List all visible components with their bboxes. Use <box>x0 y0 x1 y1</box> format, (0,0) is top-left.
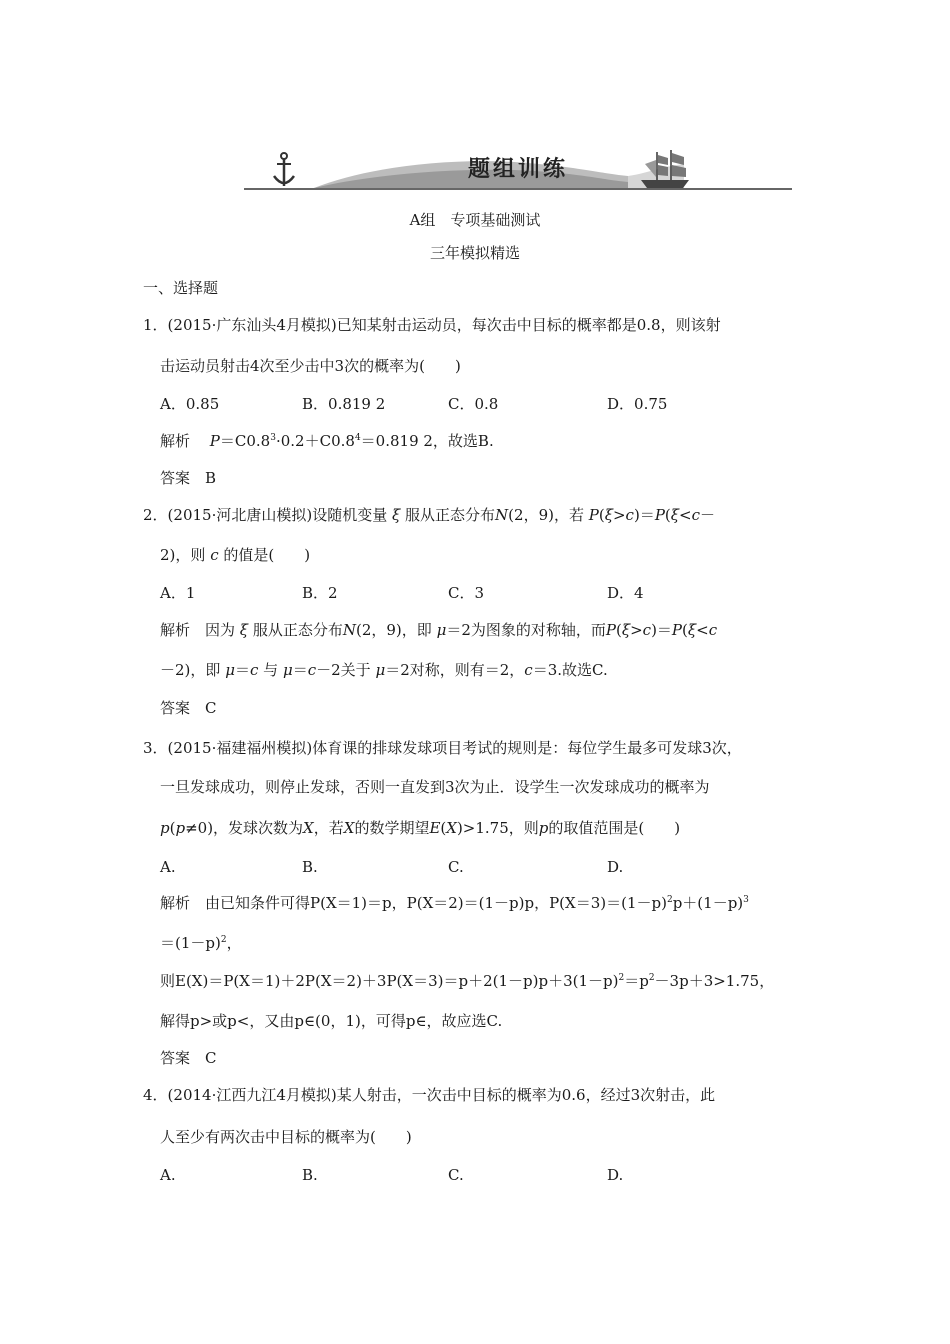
group-heading: A组 专项基础测试 <box>409 211 541 229</box>
q3-stem-line1: 3．(2015·福建福州模拟)体育课的排球发球项目考试的规则是：每位学生最多可发球3次， <box>143 739 742 757</box>
section-title: 一、选择题 <box>143 279 219 297</box>
q4-option-c: C. <box>448 1166 464 1184</box>
q1-option-b: B．0.819 2 <box>302 395 386 413</box>
q2-solution-line1: 解析 因为 ξ 服从正态分布N(2，9)，即 μ＝2为图象的对称轴，而P(ξ>c)＝P(ξ<c <box>160 621 718 639</box>
q3-option-c: C. <box>448 858 464 876</box>
q1-option-c: C．0.8 <box>448 395 499 413</box>
q4-stem-line2: 人至少有两次击中目标的概率为( ) <box>160 1128 412 1146</box>
q3-solution-line4: 解得p>或p<，又由p∈(0，1)，可得p∈，故应选C. <box>160 1012 503 1030</box>
q2-option-c: C．3 <box>448 584 485 602</box>
q4-option-b: B. <box>302 1166 318 1184</box>
q1-option-d: D．0.75 <box>607 395 668 413</box>
q4-stem-line1: 4．(2014·江西九江4月模拟)某人射击，一次击中目标的概率为0.6，经过3次射击，此 <box>143 1086 716 1104</box>
subheading: 三年模拟精选 <box>429 244 520 262</box>
q2-option-d: D．4 <box>607 584 644 602</box>
q1-answer: 答案 B <box>160 469 217 487</box>
q2-option-b: B．2 <box>302 584 338 602</box>
q2-option-a: A．1 <box>160 584 196 602</box>
q2-solution-line2: －2)，即 μ＝c 与 μ＝c－2关于 μ＝2对称，则有＝2，c＝3.故选C. <box>160 661 608 679</box>
banner-title: 题组训练 <box>467 157 568 182</box>
q1-option-a: A．0.85 <box>160 395 220 413</box>
q2-stem-line2: 2)，则 c 的值是( ) <box>160 546 311 564</box>
q2-stem-line1: 2．(2015·河北唐山模拟)设随机变量 ξ 服从正态分布N(2，9)，若 P(ξ>c)＝P(ξ<c－ <box>143 506 716 524</box>
q2-answer: 答案 C <box>160 699 217 717</box>
q4-option-d: D. <box>607 1166 624 1184</box>
q1-solution: 解析 $P=C0.8^3\cdot 0.2+C0.8^4=0.819$ 2，故选B. <box>160 432 494 450</box>
q3-stem-line3: p(p≠0)，发球次数为X，若X的数学期望E(X)>1.75，则p的取值范围是( ) <box>160 819 681 837</box>
q3-option-d: D. <box>607 858 624 876</box>
section-banner <box>244 148 792 192</box>
q3-option-a: A. <box>160 858 176 876</box>
q1-stem-line1: 1．(2015·广东汕头4月模拟)已知某射击运动员，每次击中目标的概率都是0.8，则该射 <box>143 316 721 334</box>
q3-answer: 答案 C <box>160 1049 217 1067</box>
q3-stem-line2: 一旦发球成功，则停止发球，否则一直发到3次为止．设学生一次发球成功的概率为 <box>160 778 710 796</box>
q3-solution-line3: 则$E(X)=P(X=1)+2P(X=2)+3P(X=3)=p+2(1-p)p+3(1-p)^2=p^2-3p+3>1.75$， <box>160 972 775 990</box>
q3-solution-line2: $=(1-p)^2$， <box>160 934 242 952</box>
q4-option-a: A. <box>160 1166 176 1184</box>
q1-stem-line2: 击运动员射击4次至少击中3次的概率为( ) <box>160 357 461 375</box>
q3-option-b: B. <box>302 858 318 876</box>
q3-solution-line1: 解析 由已知条件可得P(X＝1)＝p，P(X＝2)＝(1－p)p，$P(X=3)=(1-p)^2p+(1-p)^3$ <box>160 894 749 912</box>
